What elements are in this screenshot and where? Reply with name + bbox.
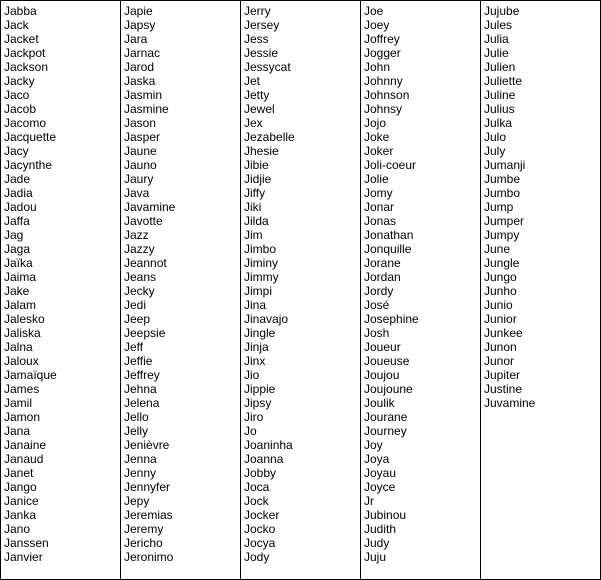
name-cell: Junior	[484, 312, 517, 326]
name-cell: Jalesko	[4, 312, 45, 326]
name-cell: Jordan	[364, 270, 401, 284]
name-cell: Jaska	[124, 74, 156, 88]
name-cell: Jello	[124, 410, 149, 424]
name-cell: Jingle	[244, 326, 276, 340]
name-cell: Jo	[244, 424, 257, 438]
name-cell: Jonar	[364, 200, 395, 214]
name-cell: Joffrey	[364, 32, 400, 46]
name-cell: Jock	[244, 494, 269, 508]
name-cell: Joe	[364, 4, 384, 18]
name-cell: Jaima	[4, 270, 37, 284]
name-cell: Jupiter	[484, 368, 521, 382]
name-cell: Judy	[364, 536, 390, 550]
name-cell: Jumbe	[484, 172, 521, 186]
name-cell: Jaury	[124, 172, 154, 186]
name-cell: Joujoune	[364, 382, 413, 396]
name-cell: Johnsy	[364, 102, 403, 116]
name-cell: Jason	[124, 116, 157, 130]
name-cell: Jarod	[124, 60, 155, 74]
name-cell: Jeff	[124, 340, 144, 354]
name-cell: Javotte	[124, 214, 163, 228]
name-cell: Japsy	[124, 18, 156, 32]
name-cell: Jungle	[484, 256, 520, 270]
name-cell: Jinja	[244, 340, 269, 354]
name-cell: Jepy	[124, 494, 150, 508]
name-cell: Juline	[484, 88, 516, 102]
name-cell: Jarnac	[124, 46, 161, 60]
name-cell: Jehna	[124, 382, 157, 396]
name-cell: Jody	[244, 550, 270, 564]
name-cell: Jippie	[244, 382, 276, 396]
name-cell: Javamine	[124, 200, 176, 214]
name-cell: Janice	[4, 494, 39, 508]
name-cell: Jeffie	[124, 354, 153, 368]
name-cell: Junkee	[484, 326, 523, 340]
name-cell: Joker	[364, 144, 394, 158]
name-cell: Josh	[364, 326, 390, 340]
name-cell: Jackpot	[4, 46, 46, 60]
name-cell: Jiro	[244, 410, 264, 424]
name-cell: Jiki	[244, 200, 262, 214]
name-cell: Jazzy	[124, 242, 155, 256]
name-cell: Jaga	[4, 242, 31, 256]
name-cell: John	[364, 60, 391, 74]
name-cell: Jonathan	[364, 228, 414, 242]
name-cell: Jimpi	[244, 284, 273, 298]
name-cell: Jumbo	[484, 186, 521, 200]
name-cell: Jadou	[4, 200, 37, 214]
name-cell: Jungo	[484, 270, 517, 284]
name-cell: Joyce	[364, 480, 396, 494]
name-cell: Jeffrey	[124, 368, 160, 382]
name-cell: Jabba	[4, 4, 37, 18]
name-cell: July	[484, 144, 506, 158]
name-cell: Juvamine	[484, 396, 536, 410]
name-cell: Jess	[244, 32, 269, 46]
name-cell: Junho	[484, 284, 517, 298]
name-cell: Jocko	[244, 522, 276, 536]
name-cell: Jonas	[364, 214, 397, 228]
name-cell: James	[4, 382, 40, 396]
name-cell: Jourane	[364, 410, 408, 424]
name-cell: Julka	[484, 116, 513, 130]
name-cell: Janka	[4, 508, 37, 522]
name-cell: Jalna	[4, 340, 33, 354]
name-cell: Jelly	[124, 424, 149, 438]
name-cell: Joulik	[364, 396, 395, 410]
name-cell: Jasmine	[124, 102, 169, 116]
name-cell: Jeepsie	[124, 326, 166, 340]
name-cell: Jeremias	[124, 508, 173, 522]
name-cell: Juliette	[484, 74, 523, 88]
name-cell: Jasper	[124, 130, 161, 144]
name-cell: Jibie	[244, 158, 269, 172]
name-cell: Jeannot	[124, 256, 167, 270]
name-cell: Japie	[124, 4, 153, 18]
name-cell: Jamon	[4, 410, 41, 424]
name-cell: Jomy	[364, 186, 393, 200]
name-cell: Josephine	[364, 312, 419, 326]
name-cell: Jericho	[124, 536, 163, 550]
name-cell: Jacky	[4, 74, 35, 88]
name-cell: Joanna	[244, 452, 284, 466]
name-cell: Joke	[364, 130, 390, 144]
name-cell: Jujube	[484, 4, 520, 18]
name-cell: Jim	[244, 228, 263, 242]
name-cell: Joujou	[364, 368, 400, 382]
name-cell: Jeep	[124, 312, 151, 326]
name-cell: José	[364, 298, 390, 312]
name-cell: Jiminy	[244, 256, 279, 270]
name-cell: Joaninha	[244, 438, 293, 452]
name-cell: Junon	[484, 340, 517, 354]
name-cell: Jennyfer	[124, 480, 171, 494]
name-cell: Justine	[484, 382, 523, 396]
name-cell: Joli-coeur	[364, 158, 417, 172]
name-cell: Joca	[244, 480, 270, 494]
name-cell: Jordy	[364, 284, 394, 298]
name-cell: Joueuse	[364, 354, 410, 368]
name-cell: Jonquille	[364, 242, 412, 256]
name-cell: Julia	[484, 32, 509, 46]
name-cell: Jelena	[124, 396, 160, 410]
name-column-3	[241, 1, 361, 579]
name-cell: Janaud	[4, 452, 44, 466]
name-column-4	[361, 1, 481, 579]
name-cell: Jake	[4, 284, 30, 298]
name-cell: Jack	[4, 18, 29, 32]
name-cell: Jacob	[4, 102, 37, 116]
name-cell: Junio	[484, 298, 513, 312]
name-column-1	[1, 1, 121, 579]
name-cell: Johnny	[364, 74, 403, 88]
name-cell: Jr	[364, 494, 374, 508]
name-cell: Jules	[484, 18, 513, 32]
name-cell: Jorane	[364, 256, 401, 270]
name-cell: Janvier	[4, 550, 43, 564]
name-cell: Jumanji	[484, 158, 526, 172]
name-cell: Jolie	[364, 172, 389, 186]
name-cell: Jimmy	[244, 270, 279, 284]
name-cell: June	[484, 242, 511, 256]
name-cell: Jamaïque	[4, 368, 57, 382]
name-cell: Jobby	[244, 466, 277, 480]
name-cell: Janaine	[4, 438, 47, 452]
name-cell: Jadia	[4, 186, 33, 200]
name-cell: Jubinou	[364, 508, 407, 522]
name-cell: Jacy	[4, 144, 29, 158]
name-cell: Jinavajo	[244, 312, 289, 326]
name-cell: Jenny	[124, 466, 157, 480]
name-cell: Jade	[4, 172, 31, 186]
name-cell: Jauno	[124, 158, 157, 172]
name-cell: Jaune	[124, 144, 157, 158]
name-cell: Jump	[484, 200, 514, 214]
name-cell: Jeans	[124, 270, 157, 284]
name-cell: Jacomo	[4, 116, 47, 130]
name-cell: Jerry	[244, 4, 271, 18]
name-cell: Julo	[484, 130, 507, 144]
name-cell: Jaliska	[4, 326, 41, 340]
name-cell: Jipsy	[244, 396, 272, 410]
name-cell: Joya	[364, 452, 390, 466]
name-cell: Java	[124, 186, 150, 200]
name-cell: Jocya	[244, 536, 276, 550]
name-cell: Juju	[364, 550, 387, 564]
name-cell: Jojo	[364, 116, 387, 130]
name-cell: Jimbo	[244, 242, 277, 256]
name-cell: Jezabelle	[244, 130, 295, 144]
name-cell: Jaco	[4, 88, 30, 102]
name-cell: Jaffa	[4, 214, 30, 228]
name-column-5	[481, 1, 600, 579]
name-cell: Jana	[4, 424, 31, 438]
name-cell: Jex	[244, 116, 263, 130]
name-cell: Jazz	[124, 228, 149, 242]
name-cell: Jacynthe	[4, 158, 53, 172]
name-cell: Jidjie	[244, 172, 272, 186]
name-cell: Junor	[484, 354, 515, 368]
name-cell: Jalam	[4, 298, 37, 312]
name-cell: Jackson	[4, 60, 49, 74]
name-cell: Jenièvre	[124, 438, 170, 452]
name-cell: Jamil	[4, 396, 33, 410]
name-cell: Jessycat	[244, 60, 291, 74]
name-cell: Jumpy	[484, 228, 520, 242]
name-cell: Jag	[4, 228, 24, 242]
name-cell: Julius	[484, 102, 515, 116]
name-cell: Jet	[244, 74, 261, 88]
name-column-2	[121, 1, 241, 579]
name-cell: Judith	[364, 522, 397, 536]
name-cell: Jogger	[364, 46, 401, 60]
name-cell: Jacket	[4, 32, 39, 46]
name-cell: Jeronimo	[124, 550, 174, 564]
name-cell: Jeremy	[124, 522, 164, 536]
name-cell: Jecky	[124, 284, 155, 298]
name-cell: Jumper	[484, 214, 525, 228]
name-cell: Jano	[4, 522, 31, 536]
name-cell: Julien	[484, 60, 516, 74]
name-cell: Jara	[124, 32, 148, 46]
name-cell: Jilda	[244, 214, 269, 228]
name-cell: Jinx	[244, 354, 266, 368]
name-cell: Jocker	[244, 508, 280, 522]
name-cell: Joey	[364, 18, 390, 32]
name-cell: Jina	[244, 298, 267, 312]
name-cell: Jersey	[244, 18, 280, 32]
name-cell: Joyau	[364, 466, 397, 480]
name-cell: Joueur	[364, 340, 401, 354]
name-cell: Joy	[364, 438, 383, 452]
name-cell: Jasmin	[124, 88, 163, 102]
name-cell: Jessie	[244, 46, 279, 60]
name-cell: Julie	[484, 46, 509, 60]
name-cell: Jaïka	[4, 256, 33, 270]
name-cell: Jenna	[124, 452, 157, 466]
name-cell: Janet	[4, 466, 34, 480]
name-cell: Johnson	[364, 88, 410, 102]
name-cell: Jedi	[124, 298, 147, 312]
name-cell: Jewel	[244, 102, 275, 116]
name-cell: Janssen	[4, 536, 49, 550]
name-cell: Jio	[244, 368, 260, 382]
name-cell: Jacquette	[4, 130, 57, 144]
name-cell: Jetty	[244, 88, 270, 102]
name-cell: Jaloux	[4, 354, 39, 368]
name-cell: Jiffy	[244, 186, 266, 200]
name-cell: Jango	[4, 480, 37, 494]
name-cell: Journey	[364, 424, 407, 438]
name-cell: Jhesie	[244, 144, 279, 158]
